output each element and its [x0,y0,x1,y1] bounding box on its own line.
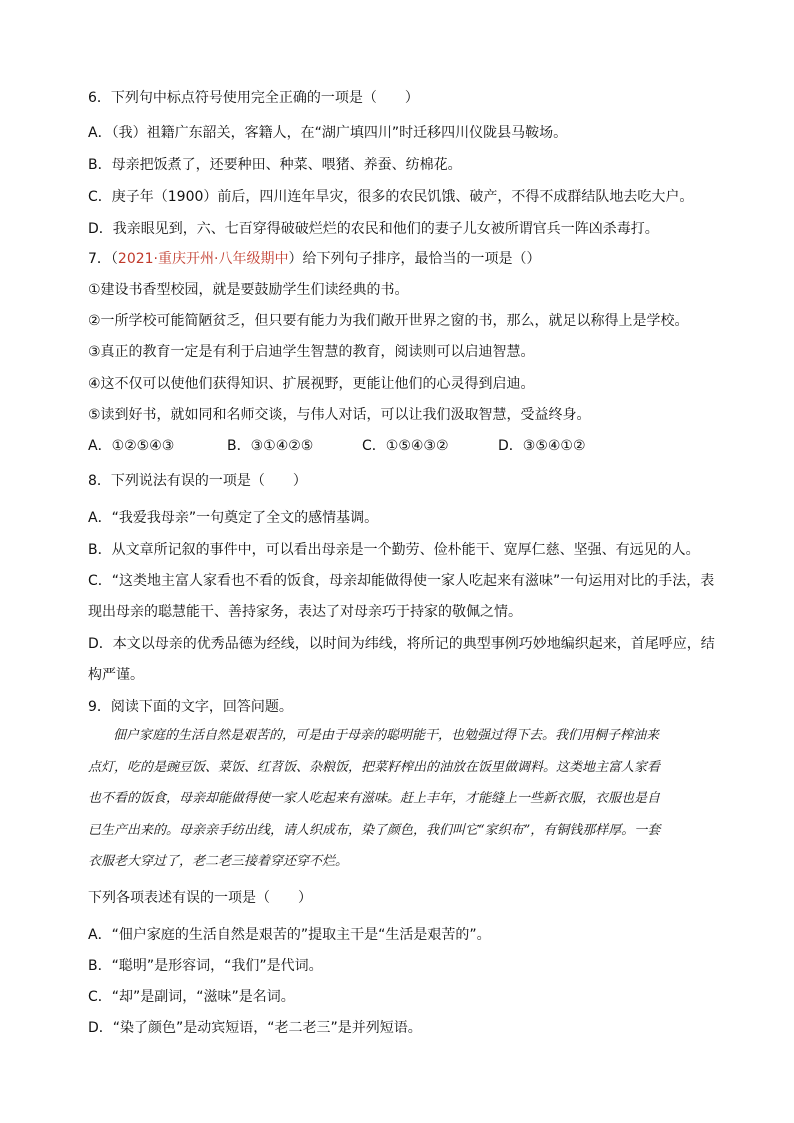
q9-stem: 9．阅读下面的文字，回答问题。 [88,699,293,715]
q6-stem: 6．下列句中标点符号使用完全正确的一项是（ ） [88,90,419,106]
q9-option-a: A．“佃户家庭的生活自然是艰苦的”提取主干是“生活是艰苦的”。 [88,927,491,943]
q8-option-a: A．“我爱我母亲”一句奠定了全文的感情基调。 [88,510,379,526]
q7-choice-d: D．③⑤④①② [498,438,586,454]
q6-option-a: A．（我）祖籍广东韶关，客籍人，在“湖广填四川”时迁移四川仪陇县马鞍场。 [88,125,568,141]
q9-passage-line-4: 已生产出来的。母亲亲手纺出线，请人织成布，染了颜色，我们叫它“家织布”，有铜钱那样厚。一套 [88,823,661,838]
q7-sentence-5: ⑤读到好书，就如同和名师交谈，与伟人对话，可以让我们汲取智慧，受益终身。 [88,407,591,423]
q8-stem: 8．下列说法有误的一项是（ ） [88,473,307,489]
q7-sentence-4: ④这不仅可以使他们获得知识、扩展视野，更能让他们的心灵得到启迪。 [88,376,535,392]
q6-option-b: B．母亲把饭煮了，还要种田、种菜、喂猪、养蚕、纺棉花。 [88,157,462,173]
q9-option-c: C．“却”是副词，“滋味”是名词。 [88,989,295,1005]
q9-passage-line-2: 点灯，吃的是豌豆饭、菜饭、红苕饭、杂粮饭，把菜籽榨出的油放在饭里做调料。这类地主富人家看 [88,760,661,775]
q8-option-b: B．从文章所记叙的事件中，可以看出母亲是一个勤劳、俭朴能干、宽厚仁慈、坚强、有远见的人。 [88,542,700,558]
q9-passage-line-3: 也不看的饭食，母亲却能做得使一家人吃起来有滋味。赶上丰年，才能缝上一些新衣服，衣服也是自 [88,791,661,806]
q9-option-d: D．“染了颜色”是动宾短语，“老二老三”是并列短语。 [88,1020,422,1036]
q7-sentence-3: ③真正的教育一定是有利于启迪学生智慧的教育，阅读则可以启迪智慧。 [88,344,535,360]
q8-option-d-cont: 构严谨。 [88,667,144,683]
q7-choice-a: A．①②⑤④③ [88,438,175,454]
q8-option-c: C．“这类地主富人家看也不看的饭食，母亲却能做得使一家人吃起来有滋味”一句运用对比的手法，表 [88,573,715,589]
q8-option-c-cont: 现出母亲的聪慧能干、善持家务，表达了对母亲巧于持家的敬佩之情。 [88,604,522,620]
q8-option-d: D．本文以母亲的优秀品德为经线，以时间为纬线，将所记的典型事例巧妙地编织起来，首尾呼应，结 [88,636,715,652]
q6-option-c: C．庚子年（1900）前后，四川连年旱灾，很多的农民饥饿、破产，不得不成群结队地去吃大户。 [88,189,694,205]
q7-sentence-2: ②一所学校可能简陋贫乏，但只要有能力为我们敞开世界之窗的书，那么，就足以称得上是学校。 [88,313,689,329]
q7-sentence-1: ①建设书香型校园，就是要鼓励学生们读经典的书。 [88,282,409,298]
q9-question: 下列各项表述有误的一项是（ ） [88,890,312,906]
q7-source-link[interactable]: 2021·重庆开州·八年级期中 [117,251,289,267]
q6-option-d: D．我亲眼见到，六、七百穿得破破烂烂的农民和他们的妻子儿女被所谓官兵一阵凶杀毒打。 [88,221,659,237]
q9-passage-line-5: 衣服老大穿过了，老二老三接着穿还穿不烂。 [88,854,349,869]
q9-option-b: B．“聪明”是形容词，“我们”是代词。 [88,958,323,974]
q7-stem-text: ）给下列句子排序，最恰当的一项是（） [288,251,541,267]
q7-stem [88,249,540,269]
q7-number: 7．（ [88,251,118,267]
q7-choice-b: B．③①④②⑤ [227,438,314,454]
q9-passage-line-1: 佃户家庭的生活自然是艰苦的，可是由于母亲的聪明能干，也勉强过得下去。我们用桐子榨油来 [113,728,660,743]
q7-choice-c: C．①⑤④③② [362,438,449,454]
